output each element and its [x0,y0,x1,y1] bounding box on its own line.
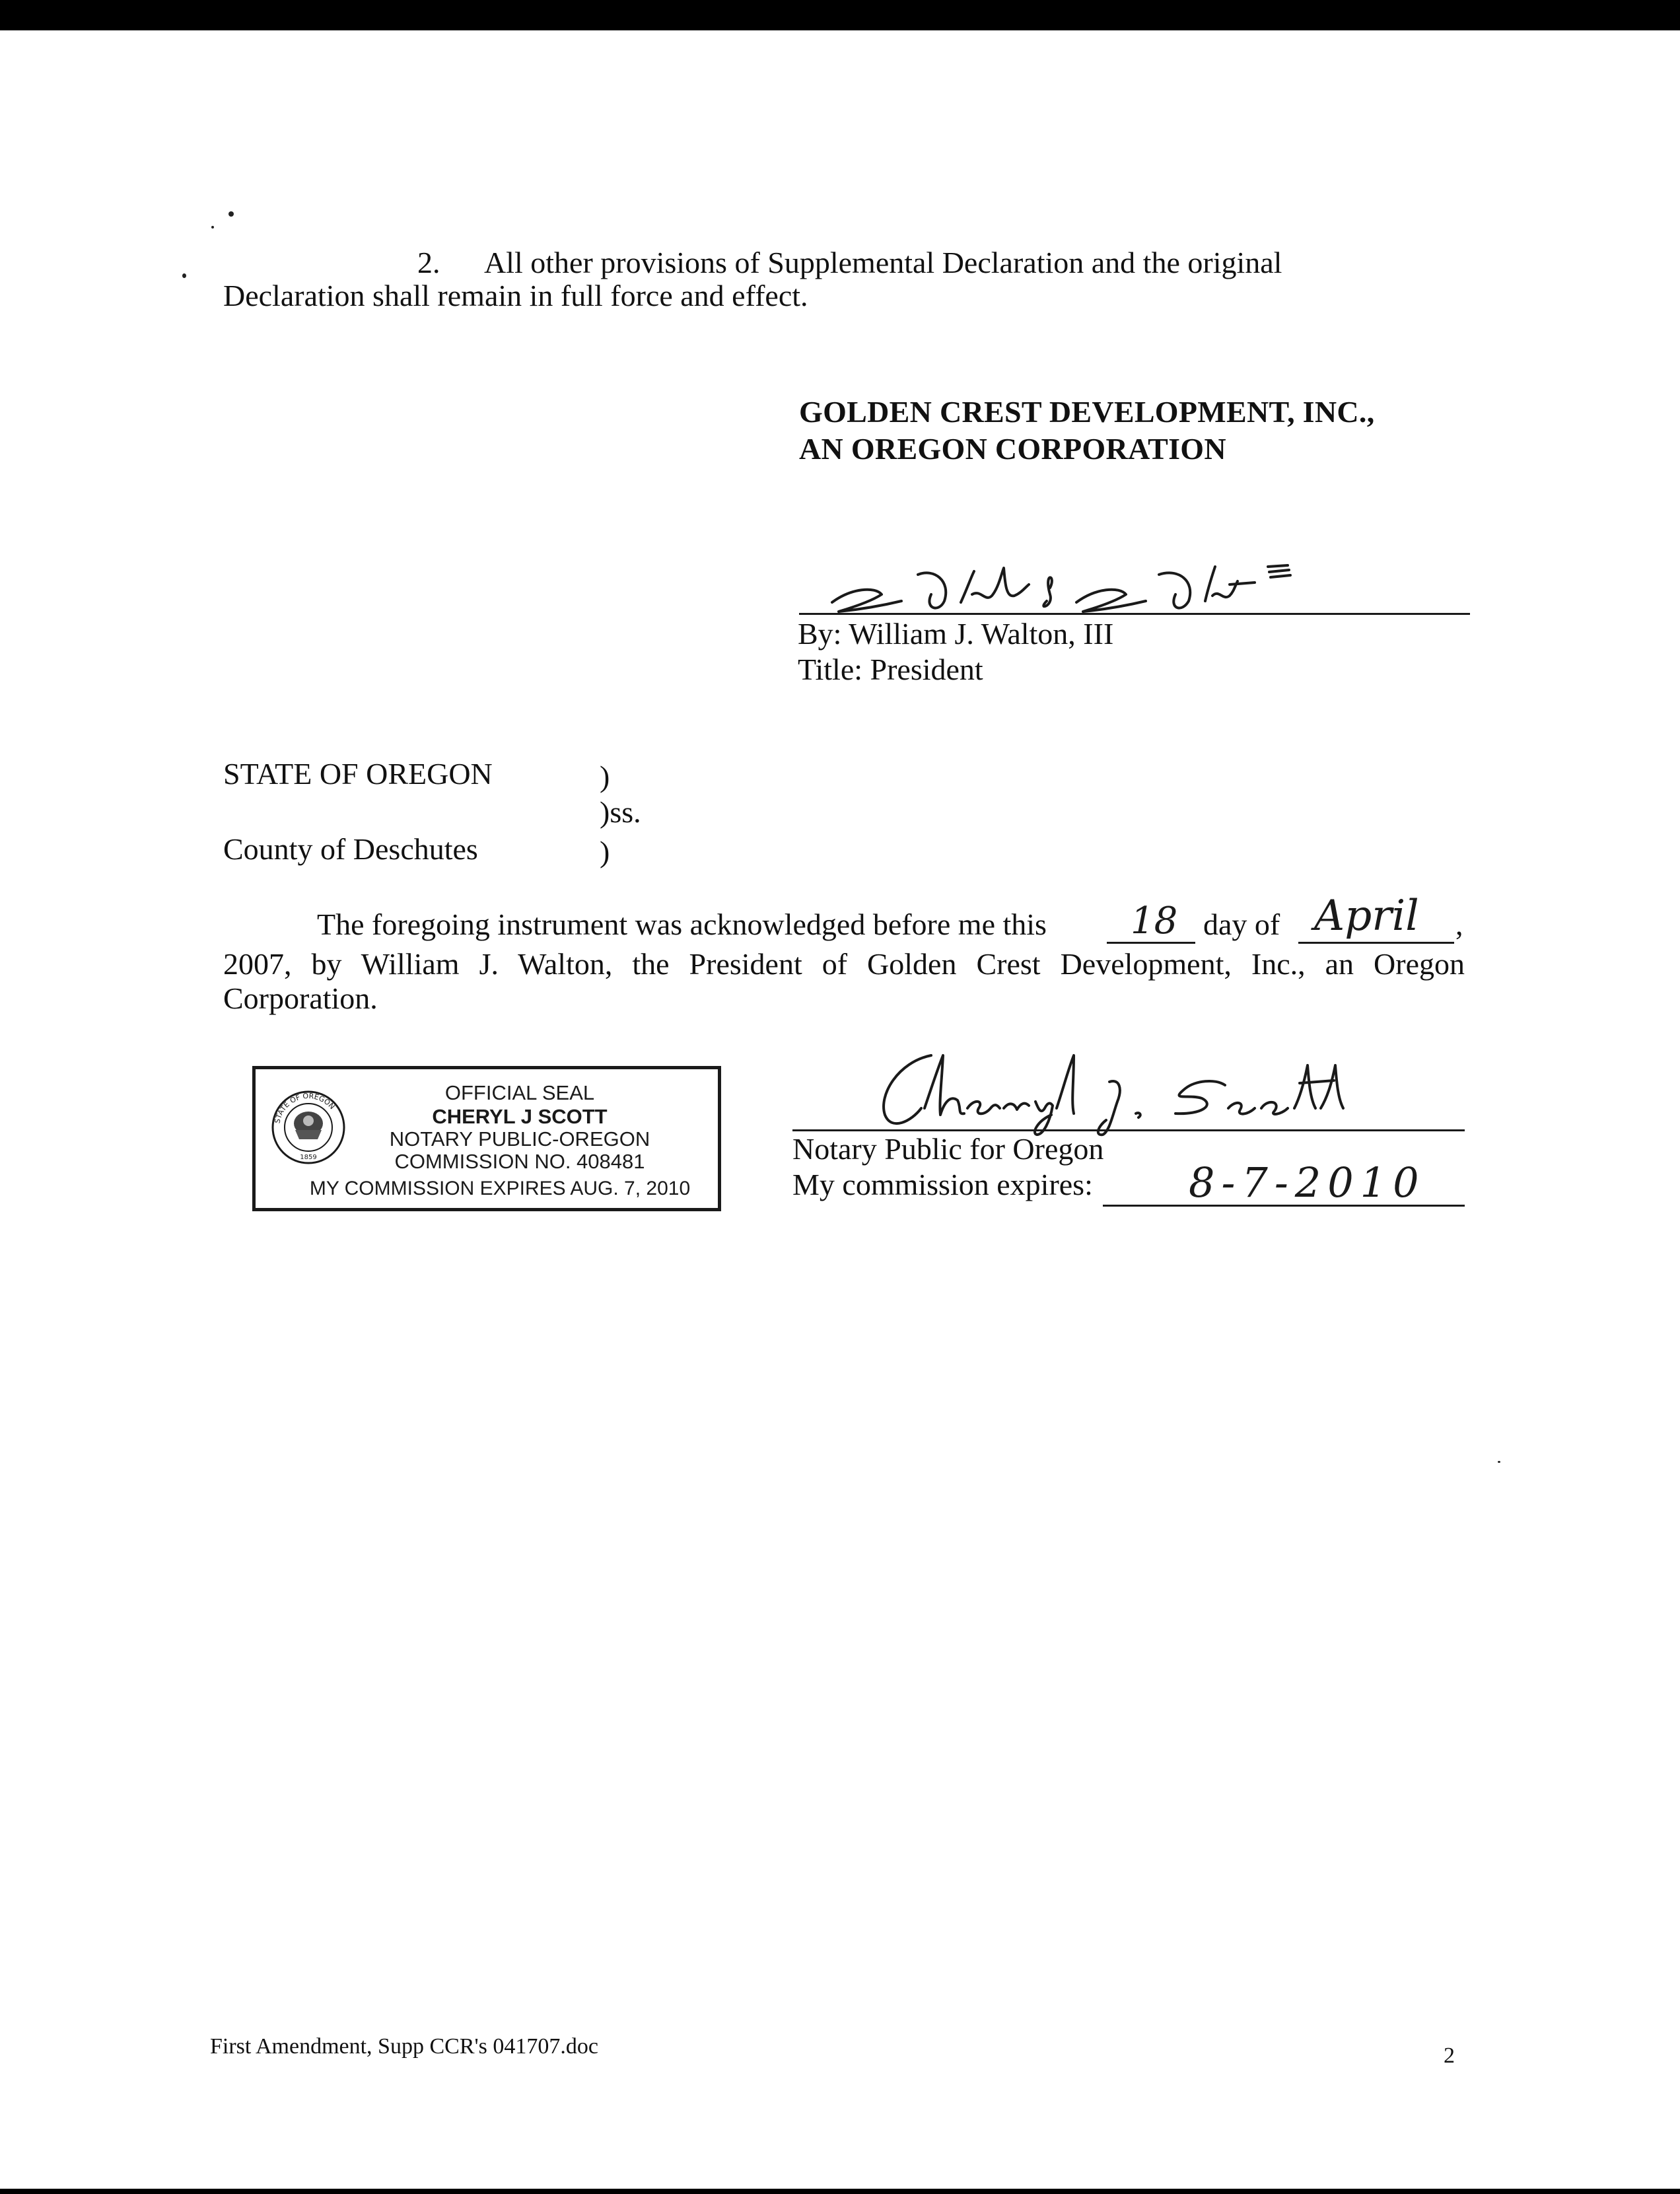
notary-label: Notary Public for Oregon [792,1132,1104,1166]
commission-expires-label: My commission expires: [792,1168,1093,1201]
venue-ss: )ss. [600,795,641,829]
acknowledgment-line-3: Corporation. [223,981,378,1015]
scan-speck [1498,1461,1500,1463]
venue-paren-2: ) [600,835,610,868]
seal-line-2: CHERYL J SCOTT [432,1105,608,1128]
footer-filename: First Amendment, Supp CCR's 041707.doc [210,2034,598,2059]
seal-line-3: NOTARY PUBLIC-OREGON [389,1127,650,1150]
scan-top-border [0,0,1680,30]
handwritten-month: April [1314,892,1419,940]
company-name-line-1: GOLDEN CREST DEVELOPMENT, INC., [799,395,1375,429]
acknowledgment-line-1-middle: day of [1203,907,1280,941]
president-signature-line [799,613,1470,615]
month-blank-line [1298,942,1454,944]
signer-name: By: William J. Walton, III [798,617,1114,651]
acknowledgment-line-2: 2007, by William J. Walton, the President of Golden Crest Development, Inc., an Oregon [223,947,1465,981]
scan-speck [228,211,234,217]
seal-line-4: COMMISSION NO. 408481 [394,1150,645,1173]
scan-speck [211,226,214,229]
seal-line-5: MY COMMISSION EXPIRES AUG. 7, 2010 [309,1178,691,1199]
paragraph-2-line-2: Declaration shall remain in full force and effect. [223,279,808,312]
president-signature [819,548,1321,621]
company-name-line-2: AN OREGON CORPORATION [799,432,1226,466]
handwritten-commission-expiry: 8-7-2010 [1189,1158,1426,1207]
venue-state: STATE OF OREGON [223,757,493,791]
seal-year: 1859 [300,1154,317,1161]
seal-ring-text: STATE OF OREGON [273,1091,337,1125]
venue-county: County of Deschutes [223,832,478,866]
notary-signature [858,1042,1374,1141]
day-blank-line [1107,942,1195,944]
handwritten-day: 18 [1131,900,1178,942]
seal-line-1: OFFICIAL SEAL [444,1081,595,1104]
commission-expiry-line [1103,1205,1465,1207]
footer-page-number: 2 [1444,2043,1455,2068]
official-notary-seal [252,1066,721,1211]
acknowledgment-line-1-end: , [1455,907,1463,941]
scan-bottom-border [0,2189,1680,2194]
paragraph-2-line-1: 2. All other provisions of Supplemental Declaration and the original [417,246,1282,279]
signer-title: Title: President [798,653,983,686]
acknowledgment-line-1-start: The foregoing instrument was acknowledged before me this [317,907,1047,941]
scan-speck [182,273,186,278]
venue-paren-1: ) [600,760,610,793]
